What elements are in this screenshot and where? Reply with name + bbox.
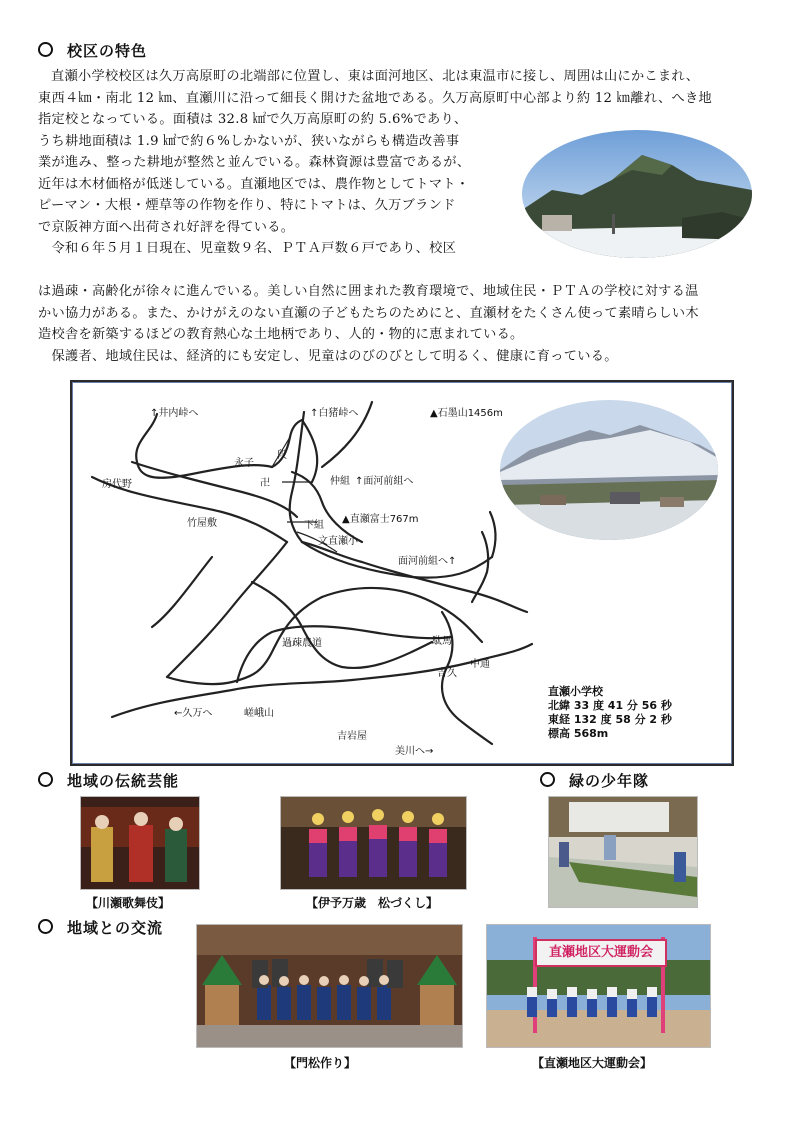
paragraph-block-2: [38, 109, 518, 260]
text-line: で京阪神方面へ出荷され好評を得ている。: [38, 219, 295, 235]
caption-kadomatsu: 【門松作り】: [284, 1056, 357, 1070]
section-heading-features: 校区の特色: [38, 40, 147, 61]
altitude: 標高 568m: [548, 727, 609, 740]
map-label-eiko: 永子: [234, 458, 254, 469]
green-corps-photo: [548, 796, 698, 908]
snowy-valley-photo: [500, 400, 718, 540]
caption-kabuki: 【川瀬歌舞伎】: [86, 896, 171, 910]
text-line: うち耕地面積は 1.9 ㎢で約６%しかないが、狭いながらも構造改善事: [38, 133, 460, 149]
text-line: 令和６年５月１日現在、児童数９名、ＰＴＡ戸数６戸であり、校区: [38, 241, 457, 256]
kabuki-photo: [80, 796, 200, 890]
circle-bullet-icon: [38, 772, 53, 787]
map-label-omogomae: ↑面河前組へ: [355, 476, 414, 487]
text-line: かい協力がある。また、かけがえのない直瀬の子どもたちのためにと、直瀬材をたくさん使って素晴らしい木: [38, 305, 699, 321]
text-line: 造校舎を新築するほどの教育熱心な土地柄であり、人的・物的に恵まれている。: [38, 327, 524, 342]
caption-sports-day: 【直瀬地区大運動会】: [532, 1056, 653, 1070]
map-label-shiraishi: ↑白猪峠へ: [310, 408, 359, 419]
map-label-mikawa: 美川へ→: [395, 746, 434, 757]
circle-bullet-icon: [38, 919, 53, 934]
sports-day-photo: [486, 924, 711, 1048]
paragraph-block-3: [38, 281, 768, 367]
map-label-ishizuchi: ▲石墨山1456m: [430, 408, 503, 419]
map-label-dan: 段: [277, 450, 287, 461]
sports-day-banner: 直瀬地区大運動会: [535, 939, 667, 967]
map-label-sagayama: 嵯峨山: [244, 708, 274, 719]
section-heading-community: 地域との交流: [38, 917, 163, 938]
text-line: 直瀬小学校校区は久万高原町の北端部に位置し、東は面河地区、北は東温市に接し、周囲は山にかこまれ、: [51, 69, 700, 84]
text-line: 東西４㎞・南北 12 ㎞、直瀬川に沿って細長く開けた盆地である。久万高原町中心部より約 12 ㎞離れ、へき地: [38, 90, 712, 106]
school-location-info: [548, 685, 672, 741]
map-label-shimogumi: 下組: [304, 520, 324, 531]
map-label-inouchi: ↑井内峠へ: [150, 408, 199, 419]
temple-icon: 卍: [260, 478, 270, 489]
section-heading-traditional-arts: 地域の伝統芸能: [38, 770, 179, 791]
map-label-boudaino: 房代野: [102, 479, 132, 490]
map-label-nakagumi: 仲組: [330, 476, 350, 487]
school-name: 直瀬小学校: [548, 685, 603, 698]
kadomatsu-photo: [196, 924, 463, 1048]
map-label-kuma: ←久万へ: [174, 708, 213, 719]
text-line: 指定校となっている。面積は 32.8 ㎢で久万高原町の約 5.6%であり、: [38, 112, 468, 127]
circle-bullet-icon: [38, 42, 53, 57]
paragraph-block-1: [38, 66, 768, 109]
text-line: は過疎・高齢化が徐々に進んでいる。美しい自然に囲まれた教育環境で、地域住民・ＰＴＡの学校に対する温: [38, 284, 699, 299]
map-label-omogomae-2: 面河前組へ↑: [398, 556, 457, 567]
longitude: 東経 132 度 58 分 2 秒: [548, 713, 672, 726]
map-label-school: 文直瀬小: [318, 536, 358, 547]
map-label-kaso-road: 過疎農道: [282, 638, 322, 649]
map-label-takeyashiki: 竹屋敷: [187, 518, 217, 529]
area-map: [70, 380, 734, 766]
circle-bullet-icon: [540, 772, 555, 787]
map-label-nakadori: 中通: [470, 659, 490, 670]
latitude: 北緯 33 度 41 分 56 秒: [548, 699, 672, 712]
caption-manzai: 【伊予万歳 松づくし】: [306, 896, 439, 910]
section-heading-green-corps: 緑の少年隊: [540, 770, 649, 791]
text-line: 業が進み、整った耕地が整然と並んでいる。森林資源は豊富であるが、: [38, 155, 471, 170]
text-line: 近年は木材価格が低迷している。直瀬地区では、農作物としてトマト・: [38, 176, 470, 192]
text-line: 保護者、地域住民は、経済的にも安定し、児童はのびのびとして明るく、健康に育っている。: [38, 348, 618, 364]
map-label-daba: 駄馬: [432, 636, 452, 647]
mountain-photo: [522, 130, 752, 258]
map-label-yoshihisa: 吉久: [437, 668, 457, 679]
map-label-naosefuji: ▲直瀬富士767m: [342, 514, 419, 525]
map-label-yoshiiwaya: 吉岩屋: [337, 731, 367, 742]
manzai-photo: [280, 796, 467, 890]
text-line: ピーマン・大根・煙草等の作物を作り、特にトマトは、久万ブランド: [38, 198, 456, 213]
